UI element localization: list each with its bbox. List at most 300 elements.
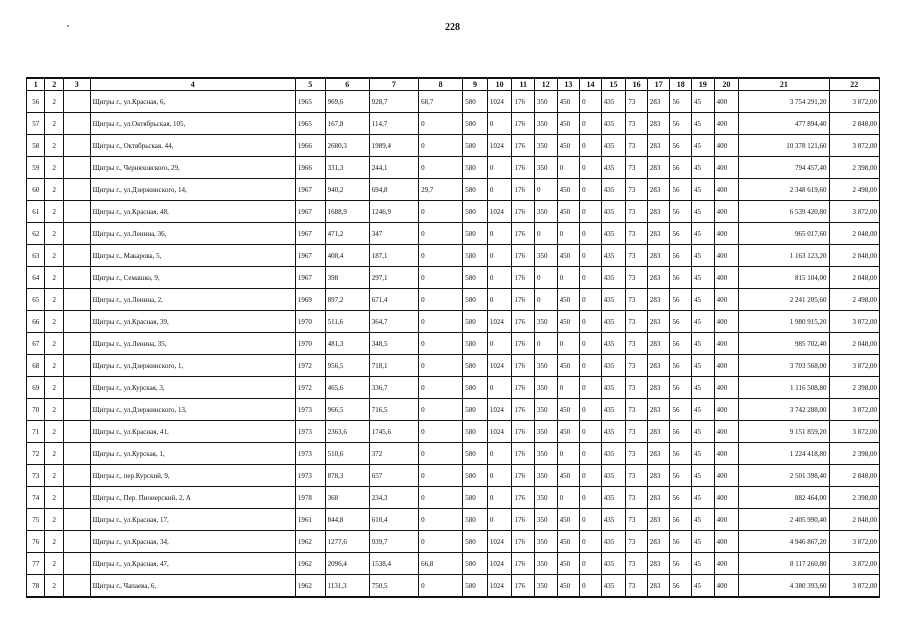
table-cell: 435 [601,421,626,443]
table-cell: 400 [714,157,739,179]
table-cell: 0 [419,201,463,223]
table-cell: 0 [557,157,580,179]
table-cell: 471,2 [325,223,369,245]
table-row [27,487,880,509]
table-cell: 400 [714,179,739,201]
table-cell: 3 872,00 [829,91,879,113]
table-cell: 70 [27,399,45,421]
table-cell: 0 [487,157,512,179]
table-row [27,355,880,377]
table-cell: 450 [557,245,580,267]
table-cell: 815 104,00 [739,267,829,289]
table-cell: 176 [512,245,535,267]
table-cell: 73 [626,135,648,157]
table-cell: 1973 [295,465,325,487]
table-cell: 0 [487,509,512,531]
table-cell: 1 980 915,20 [739,311,829,333]
table-cell: 0 [487,487,512,509]
table-cell: 878,3 [325,465,369,487]
table-cell: 364,7 [369,311,418,333]
table-cell: 0 [535,289,558,311]
table-cell: 400 [714,509,739,531]
table-row [27,421,880,443]
table-cell: Щигры г., ул.Красная, 48, [90,201,295,223]
table-cell: Щигры г., ул.Ленина, 36, [90,223,295,245]
table-cell: 45 [692,399,715,421]
table-cell: 450 [557,575,580,598]
table-cell: 2 241 205,60 [739,289,829,311]
table-cell [63,179,90,201]
table-cell: 435 [601,333,626,355]
table-cell: 966,5 [325,399,369,421]
table-cell: 400 [714,91,739,113]
table-cell: 0 [580,377,602,399]
table-cell: 3 872,00 [829,135,879,157]
table-cell [63,377,90,399]
table-cell: 45 [692,223,715,245]
table-cell: Щигры г., ул.Дзержинского, 14, [90,179,295,201]
table-cell: 45 [692,355,715,377]
scan-speck [67,25,69,27]
table-cell: 176 [512,377,535,399]
table-cell [63,399,90,421]
table-cell [63,531,90,553]
table-cell [63,553,90,575]
table-cell: 56 [670,399,692,421]
table-cell: 794 457,40 [739,157,829,179]
table-cell: 435 [601,553,626,575]
table-cell: 2363,6 [325,421,369,443]
table-cell: Щигры г., ул.Октябрьская, 105, [90,113,295,135]
table-cell: 0 [580,157,602,179]
table-cell: 176 [512,113,535,135]
table-cell: 0 [487,179,512,201]
table-cell: 2 [45,135,63,157]
table-cell: 0 [580,553,602,575]
table-cell: 511,6 [325,311,369,333]
table-cell: 45 [692,91,715,113]
table-cell: 2 348 619,60 [739,179,829,201]
table-cell: 965 017,60 [739,223,829,245]
table-cell: 60 [27,179,45,201]
table-cell: 283 [647,487,670,509]
table-cell: 0 [419,509,463,531]
table-cell: 2 048,00 [829,333,879,355]
table-cell: 56 [670,509,692,531]
table-cell: 167,8 [325,113,369,135]
table-cell: 928,7 [369,91,418,113]
table-cell: 283 [647,245,670,267]
table-cell: 62 [27,223,45,245]
table-cell: 940,2 [325,179,369,201]
table-cell: 283 [647,223,670,245]
table-cell: 1 224 418,80 [739,443,829,465]
table-cell: 0 [580,531,602,553]
table-cell: 350 [535,355,558,377]
table-cell: 57 [27,113,45,135]
column-header: 2 [45,78,63,91]
table-cell: 283 [647,377,670,399]
page-number: 228 [445,22,460,33]
table-cell: 1966 [295,157,325,179]
table-cell: 435 [601,91,626,113]
table-cell: Щигры г., ул.Красная, 34, [90,531,295,553]
table-cell: 347 [369,223,418,245]
table-cell: 2 048,00 [829,223,879,245]
table-cell: 450 [557,509,580,531]
table-cell: 0 [419,575,463,598]
table-cell: 45 [692,443,715,465]
table-cell [63,267,90,289]
table-cell: 580 [463,157,488,179]
table-cell: 45 [692,487,715,509]
table-cell: 450 [557,399,580,421]
table-cell: 2 398,00 [829,443,879,465]
table-cell: 45 [692,311,715,333]
table-cell: 350 [535,311,558,333]
table-cell: 0 [580,399,602,421]
table-cell: 2 848,00 [829,113,879,135]
table-cell: 2 [45,531,63,553]
table-cell: 283 [647,355,670,377]
table-cell: 0 [580,509,602,531]
table-cell: 580 [463,399,488,421]
table-cell: 176 [512,223,535,245]
table-cell: 45 [692,157,715,179]
table-row [27,135,880,157]
table-cell [63,201,90,223]
table-cell: 435 [601,311,626,333]
column-header: 16 [626,78,648,91]
table-cell: 718,1 [369,355,418,377]
table-row [27,333,880,355]
table-cell: 1024 [487,399,512,421]
table-cell: 2680,3 [325,135,369,157]
table-cell: 2 [45,179,63,201]
table-cell: 45 [692,245,715,267]
table-cell: 0 [557,333,580,355]
table-cell: 73 [626,421,648,443]
table-cell: Щигры г., ул.Красная, 6, [90,91,295,113]
table-cell: 76 [27,531,45,553]
table-row [27,201,880,223]
table-cell: 283 [647,553,670,575]
table-cell: 1973 [295,443,325,465]
table-cell: 2 [45,333,63,355]
table-cell: 1978 [295,487,325,509]
table-cell: 176 [512,465,535,487]
table-cell: 56 [670,531,692,553]
table-cell: 0 [487,113,512,135]
table-cell: 176 [512,179,535,201]
table-cell: 3 742 288,00 [739,399,829,421]
table-cell: 510,6 [325,443,369,465]
table-cell: 0 [580,333,602,355]
table-cell: 350 [535,399,558,421]
table-cell: 985 702,40 [739,333,829,355]
table-cell: 450 [557,201,580,223]
table-cell: 56 [670,465,692,487]
table-cell: 1277,6 [325,531,369,553]
table-cell: 283 [647,465,670,487]
table-cell: 435 [601,157,626,179]
column-header: 8 [419,78,463,91]
table-cell: 73 [626,355,648,377]
table-cell: 9 151 859,20 [739,421,829,443]
table-cell: 400 [714,465,739,487]
table-cell: 45 [692,465,715,487]
table-cell: 2 [45,113,63,135]
table-cell: 3 703 568,00 [739,355,829,377]
table-cell: 694,8 [369,179,418,201]
table-cell: 73 [626,399,648,421]
table-cell: 2 848,00 [829,465,879,487]
table-cell: 750,5 [369,575,418,598]
column-header: 18 [670,78,692,91]
table-cell: 56 [670,135,692,157]
table-cell: 400 [714,487,739,509]
table-row [27,531,880,553]
column-header: 5 [295,78,325,91]
table-cell: 78 [27,575,45,598]
table-cell: 368 [325,487,369,509]
table-cell: Щигры г., ул.Ленина, 2, [90,289,295,311]
table-cell: 450 [557,465,580,487]
table-cell: 2 [45,509,63,531]
table-cell: 450 [557,311,580,333]
column-header: 3 [63,78,90,91]
table-cell: 56 [670,355,692,377]
column-header: 19 [692,78,715,91]
table-cell: 580 [463,267,488,289]
table-cell: 73 [626,223,648,245]
table-cell: 1024 [487,91,512,113]
table-cell [63,113,90,135]
table-cell: 0 [580,267,602,289]
table-cell: 1024 [487,421,512,443]
table-cell: 2 [45,311,63,333]
table-cell: 580 [463,487,488,509]
table-cell [63,223,90,245]
table-cell: 1962 [295,531,325,553]
table-cell: 73 [626,245,648,267]
table-cell: 283 [647,289,670,311]
table-cell: 2 848,00 [829,509,879,531]
table-cell: 0 [557,223,580,245]
table-cell: 0 [487,289,512,311]
table-cell: 0 [419,223,463,245]
table-cell: 408,4 [325,245,369,267]
table-cell: 2 [45,443,63,465]
table-row [27,311,880,333]
table-cell: 1970 [295,311,325,333]
table-cell: 580 [463,355,488,377]
table-cell: 74 [27,487,45,509]
table-cell: 283 [647,575,670,598]
table-cell: 580 [463,113,488,135]
table-cell: 400 [714,443,739,465]
table-cell: 2 [45,289,63,311]
table-cell: 45 [692,267,715,289]
table-cell: 0 [535,267,558,289]
table-row [27,157,880,179]
table-cell: 64 [27,267,45,289]
table-cell: 67 [27,333,45,355]
table-cell: 4 946 867,20 [739,531,829,553]
table-cell [63,443,90,465]
table-cell: 0 [535,179,558,201]
table-cell: 56 [670,575,692,598]
table-cell: Щигры г., Семашко, 9, [90,267,295,289]
column-header: 9 [463,78,488,91]
table-cell: 1989,4 [369,135,418,157]
table-cell: 283 [647,443,670,465]
table-cell: 0 [580,465,602,487]
table-cell: 283 [647,179,670,201]
table-row [27,509,880,531]
table-cell: 1961 [295,509,325,531]
table-cell: 400 [714,399,739,421]
table-cell: 0 [487,245,512,267]
table-cell: 400 [714,245,739,267]
table-cell: 56 [670,333,692,355]
table-cell: 10 378 121,60 [739,135,829,157]
table-cell [63,421,90,443]
table-cell [63,509,90,531]
table-cell: 0 [487,267,512,289]
table-cell: 283 [647,421,670,443]
table-cell: 2 [45,157,63,179]
table-cell: 1973 [295,399,325,421]
table-row [27,377,880,399]
table-cell: 0 [580,311,602,333]
table-cell: 3 872,00 [829,201,879,223]
table-cell: 2 498,00 [829,289,879,311]
table-cell: 2096,4 [325,553,369,575]
table-cell: 435 [601,289,626,311]
table-cell: 3 872,00 [829,421,879,443]
table-cell [63,487,90,509]
table-row [27,289,880,311]
table-row [27,245,880,267]
table-cell: 2 498,00 [829,179,879,201]
table-cell: 1131,3 [325,575,369,598]
column-header: 20 [714,78,739,91]
table-cell: 68 [27,355,45,377]
table-cell: 400 [714,201,739,223]
table-cell: 0 [419,377,463,399]
table-cell: 2 [45,355,63,377]
table-cell: 435 [601,179,626,201]
table-cell: 56 [670,245,692,267]
table-cell: 2 [45,377,63,399]
table-cell: 0 [419,443,463,465]
table-cell: 580 [463,531,488,553]
table-cell: 350 [535,443,558,465]
table-cell: 435 [601,377,626,399]
table-cell: 45 [692,135,715,157]
table-cell: 435 [601,531,626,553]
table-row [27,223,880,245]
table-cell: 56 [670,113,692,135]
table-cell: 58 [27,135,45,157]
table-cell: Щигры г., ул.Курская, 1, [90,443,295,465]
table-cell: 73 [626,377,648,399]
table-cell: Щигры г., пер.Курский, 9, [90,465,295,487]
table-cell: 435 [601,443,626,465]
table-cell: 1973 [295,421,325,443]
table-cell: 3 872,00 [829,399,879,421]
table-cell: Щигры г., ул.Дзержинского, 1, [90,355,295,377]
column-header: 12 [535,78,558,91]
table-cell: 73 [27,465,45,487]
table-cell: 2 398,00 [829,377,879,399]
table-cell: 1962 [295,553,325,575]
table-cell: 0 [419,289,463,311]
table-cell: 176 [512,201,535,223]
table-cell: 1024 [487,575,512,598]
table-cell: 580 [463,135,488,157]
table-cell: Щигры г., ул.Красная, 17, [90,509,295,531]
table-cell: 400 [714,223,739,245]
table-cell: 65 [27,289,45,311]
table-cell: 66 [27,311,45,333]
table-cell: 176 [512,443,535,465]
table-cell: 73 [626,487,648,509]
table-cell: 56 [670,267,692,289]
table-cell: 844,8 [325,509,369,531]
table-cell: 1024 [487,355,512,377]
table-cell: 114,7 [369,113,418,135]
table-cell: 0 [419,333,463,355]
table-cell: 1024 [487,531,512,553]
table-cell: 0 [580,113,602,135]
column-header: 17 [647,78,670,91]
table-cell: 400 [714,289,739,311]
table-cell: 1024 [487,135,512,157]
table-cell: 176 [512,509,535,531]
table-cell: 450 [557,113,580,135]
table-cell: Щигры г., Черняховского, 29, [90,157,295,179]
table-cell: 176 [512,157,535,179]
table-cell: 283 [647,333,670,355]
table-cell: 176 [512,311,535,333]
table-row [27,267,880,289]
column-header: 13 [557,78,580,91]
table-cell: 671,4 [369,289,418,311]
table-cell: 350 [535,135,558,157]
table-row [27,91,880,113]
table-cell: 45 [692,333,715,355]
table-cell: 2 [45,91,63,113]
table-cell: 176 [512,267,535,289]
table-cell: 400 [714,531,739,553]
table-cell: 1967 [295,245,325,267]
table-cell: 1970 [295,333,325,355]
table-cell: Щигры г., ул.Красная, 47, [90,553,295,575]
table-cell: 56 [670,443,692,465]
table-cell: 176 [512,355,535,377]
table-cell: 1 116 508,80 [739,377,829,399]
table-body [27,91,880,598]
table-cell: 580 [463,333,488,355]
table-cell: 882 464,00 [739,487,829,509]
table-cell: 2 [45,487,63,509]
table-cell: 0 [580,223,602,245]
table-row [27,465,880,487]
table-cell: 350 [535,201,558,223]
table-cell: 0 [419,113,463,135]
